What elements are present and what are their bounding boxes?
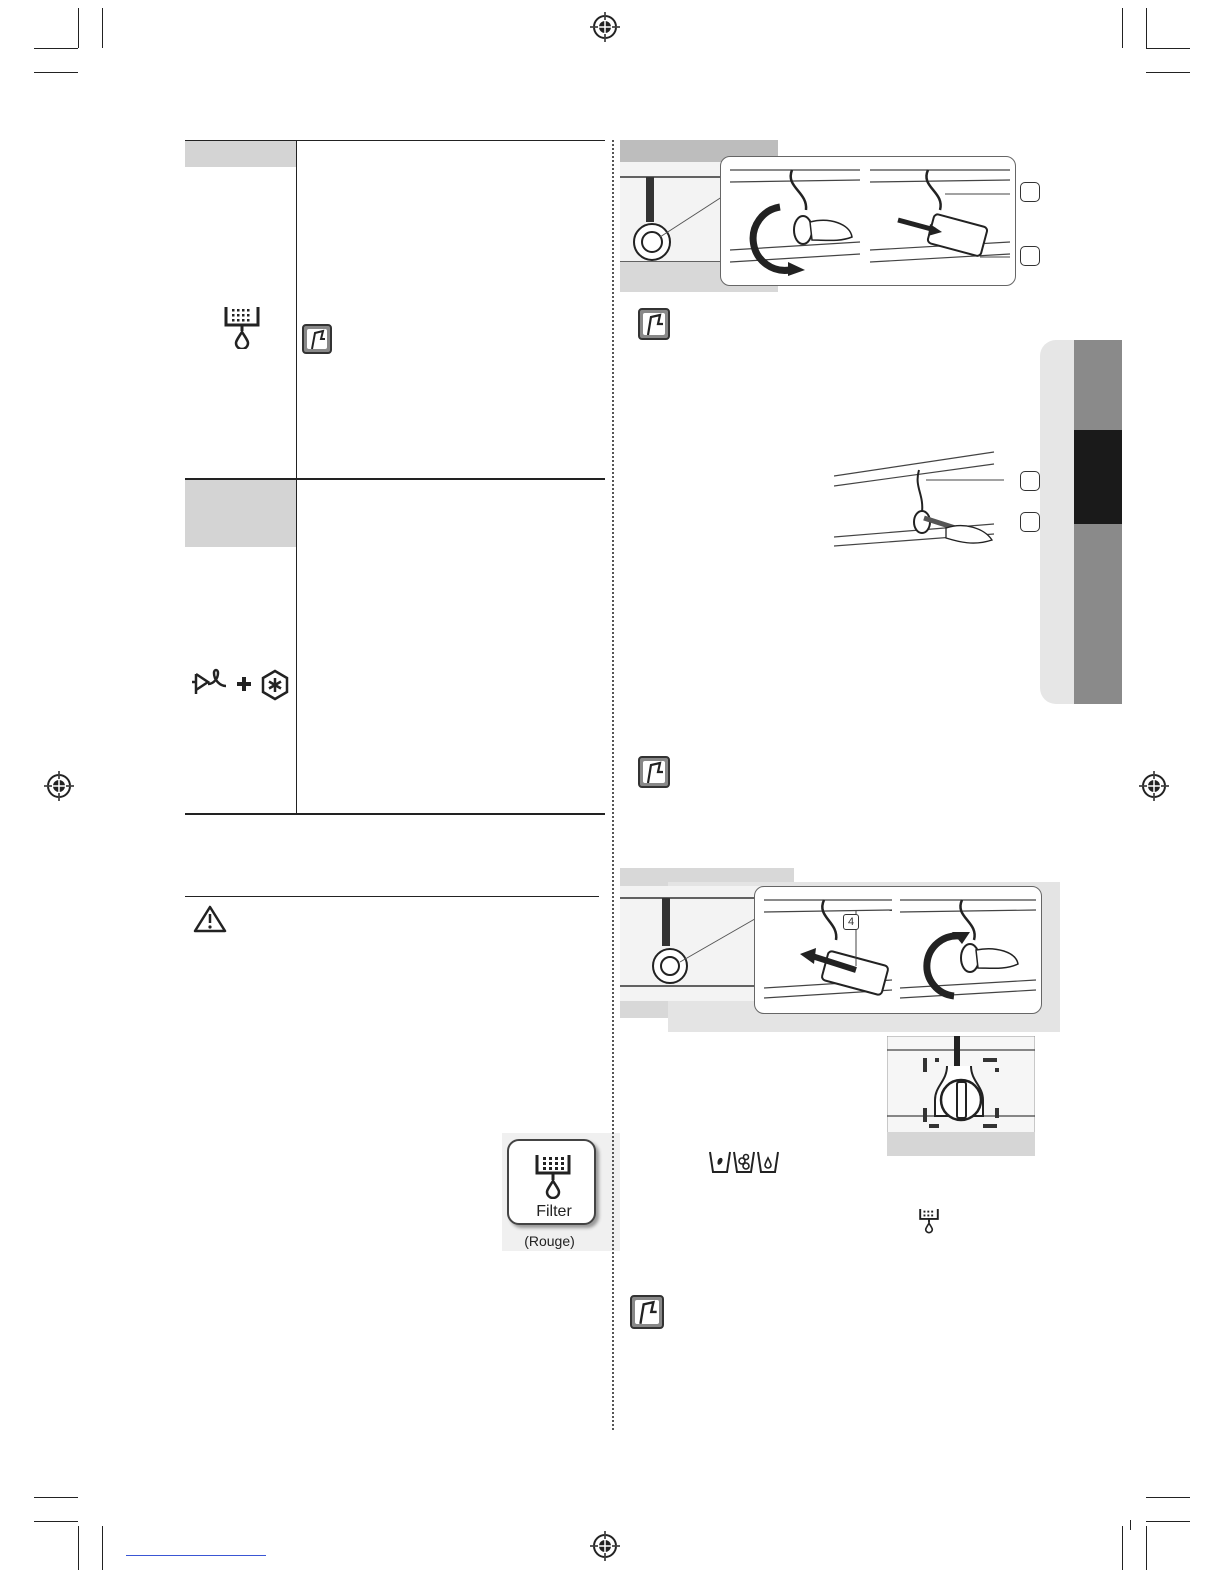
table-divider	[296, 141, 297, 813]
side-tab	[1074, 524, 1122, 704]
filter-key	[507, 1139, 596, 1225]
registration-mark-icon	[590, 12, 620, 42]
step-callout-4: 4	[843, 914, 859, 930]
registration-mark-icon	[44, 771, 74, 801]
filter-insertion-illustration	[620, 868, 1060, 1032]
filter-removal-illustration	[620, 140, 1050, 292]
filter-cap-illustration	[834, 442, 1004, 550]
side-tab	[1074, 340, 1122, 430]
crop-mark	[34, 1521, 78, 1522]
filter-button-illustration	[502, 1133, 620, 1251]
filter-key-color-note: (Rouge)	[524, 1233, 575, 1249]
note-icon	[638, 756, 670, 788]
filter-key-label: Filter	[536, 1203, 572, 1220]
crop-mark	[1122, 8, 1123, 48]
water-filter-icon	[918, 1206, 940, 1234]
crop-mark	[1122, 1526, 1123, 1570]
crop-mark	[1146, 72, 1190, 73]
footer-link-underline	[126, 1555, 266, 1556]
section-rule	[185, 896, 599, 897]
crop-mark	[102, 8, 103, 48]
crop-mark	[102, 1526, 103, 1570]
note-icon	[630, 1295, 664, 1329]
crop-mark	[1146, 1526, 1147, 1570]
crop-mark	[1130, 1520, 1131, 1530]
warning-triangle-icon	[193, 905, 227, 933]
crop-mark	[34, 48, 78, 49]
crop-mark	[34, 1497, 78, 1498]
registration-mark-icon	[1139, 771, 1169, 801]
side-tab-active	[1074, 430, 1122, 524]
table-rule	[185, 813, 605, 815]
step-callout	[1020, 471, 1040, 491]
crop-mark	[78, 8, 79, 48]
column-separator	[612, 140, 614, 1430]
water-filter-icon	[533, 1151, 573, 1199]
dispenser-mode-icons	[708, 1148, 780, 1174]
registration-mark-icon	[590, 1531, 620, 1561]
crop-mark	[1146, 1497, 1190, 1498]
note-icon	[302, 324, 332, 354]
step-callout	[1020, 512, 1040, 532]
filter-lock-illustration	[887, 1036, 1035, 1156]
table-header-cell	[185, 480, 296, 547]
power-freeze-icon	[190, 668, 292, 702]
crop-mark	[78, 1526, 79, 1570]
step-callout	[1020, 246, 1040, 266]
crop-mark	[1146, 48, 1190, 49]
step-callout	[1020, 182, 1040, 202]
water-filter-icon	[222, 303, 262, 349]
crop-mark	[34, 72, 78, 73]
crop-mark	[1146, 8, 1147, 48]
table-header-cell	[185, 141, 296, 167]
note-icon	[638, 308, 670, 340]
crop-mark	[1146, 1521, 1190, 1522]
